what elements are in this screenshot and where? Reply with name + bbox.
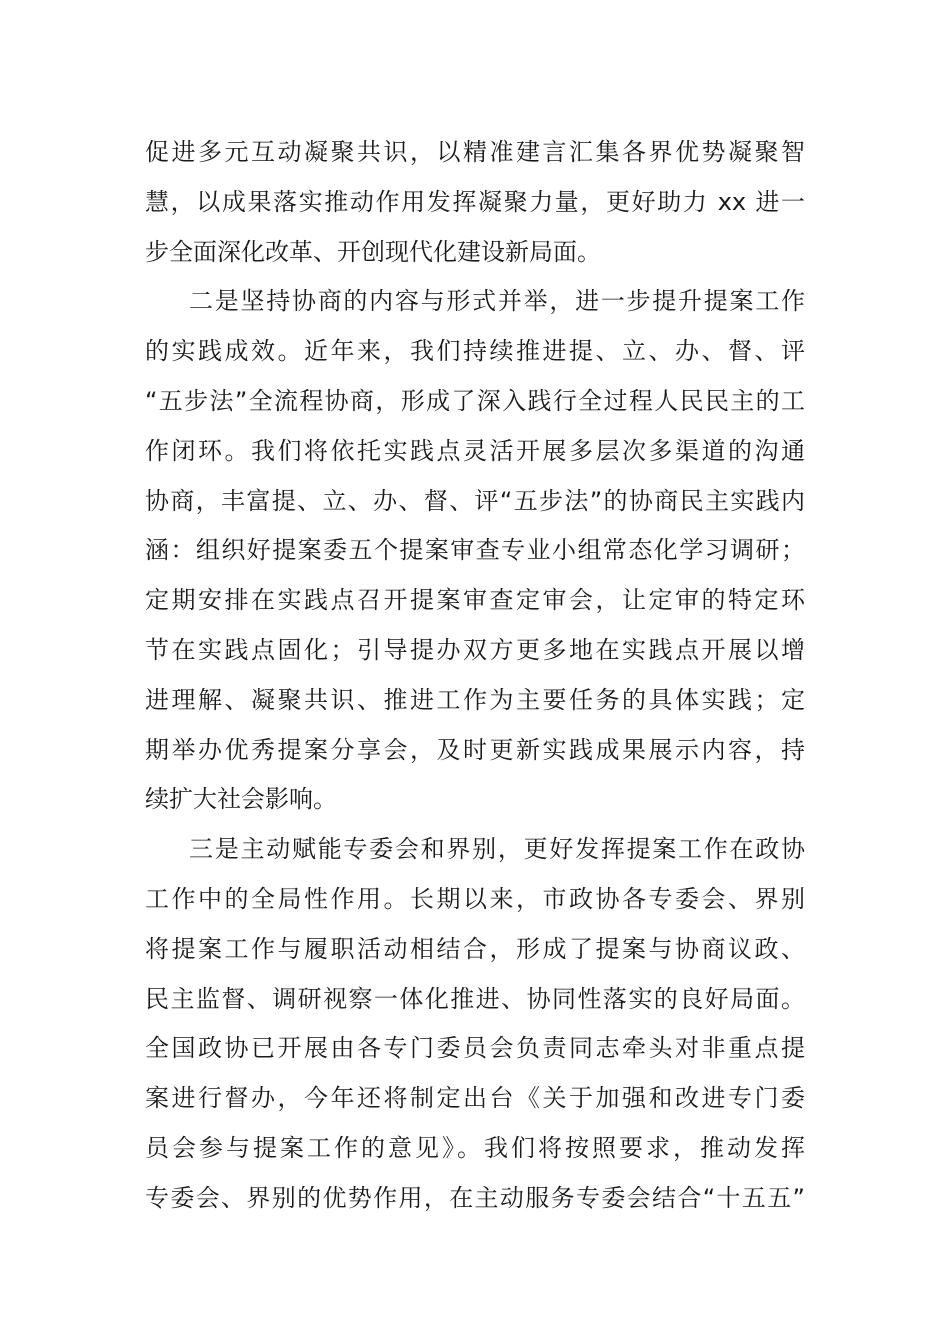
text-line: 案进行督办，今年还将制定出台《关于加强和改进专门委 (145, 1084, 805, 1113)
paragraph-2 (145, 277, 805, 825)
text-line: 涵：组织好提案委五个提案审查专业小组常态化学习调研； (145, 536, 805, 565)
paragraph-3 (145, 825, 805, 1223)
text-line: 二是坚持协商的内容与形式并举，进一步提升提案工作 (189, 287, 805, 316)
text-line: 期举办优秀提案分享会，及时更新实践成果展示内容，持 (145, 735, 805, 764)
text-line: 三是主动赋能专委会和界别，更好发挥提案工作在政协 (189, 835, 805, 864)
text-line: 慧，以成果落实推动作用发挥凝聚力量，更好助力 xx 进一 (145, 187, 805, 216)
text-line: 续扩大社会影响。 (145, 785, 337, 814)
text-line: 步全面深化改革、开创现代化建设新局面。 (145, 237, 601, 266)
text-line: 定期安排在实践点召开提案审查定审会，让定审的特定环 (145, 586, 805, 615)
text-line: 作闭环。我们将依托实践点灵活开展多层次多渠道的沟通 (145, 436, 805, 465)
text-line: 协商，丰富提、立、办、督、评“五步法”的协商民主实践内 (145, 486, 805, 515)
text-line: 节在实践点固化；引导提办双方更多地在实践点开展以增 (145, 635, 805, 664)
text-line: 专委会、界别的优势作用，在主动服务专委会结合“十五五” (145, 1183, 805, 1212)
text-line: 的实践成效。近年来，我们持续推进提、立、办、督、评 (145, 337, 805, 366)
text-line: “五步法”全流程协商，形成了深入践行全过程人民民主的工 (145, 386, 805, 415)
paragraph-1-continued (145, 128, 805, 277)
text-line: 促进多元互动凝聚共识，以精准建言汇集各界优势凝聚智 (145, 138, 805, 166)
text-line: 民主监督、调研视察一体化推进、协同性落实的良好局面。 (145, 984, 805, 1013)
text-line: 工作中的全局性作用。长期以来，市政协各专委会、界别 (145, 884, 805, 913)
text-line: 将提案工作与履职活动相结合，形成了提案与协商议政、 (145, 934, 805, 963)
text-line: 全国政协已开展由各专门委员会负责同志牵头对非重点提 (145, 1034, 805, 1063)
text-line: 员会参与提案工作的意见》。我们将按照要求，推动发挥 (145, 1133, 805, 1162)
text-line: 进理解、凝聚共识、推进工作为主要任务的具体实践；定 (145, 685, 805, 714)
document-body (145, 128, 805, 1224)
